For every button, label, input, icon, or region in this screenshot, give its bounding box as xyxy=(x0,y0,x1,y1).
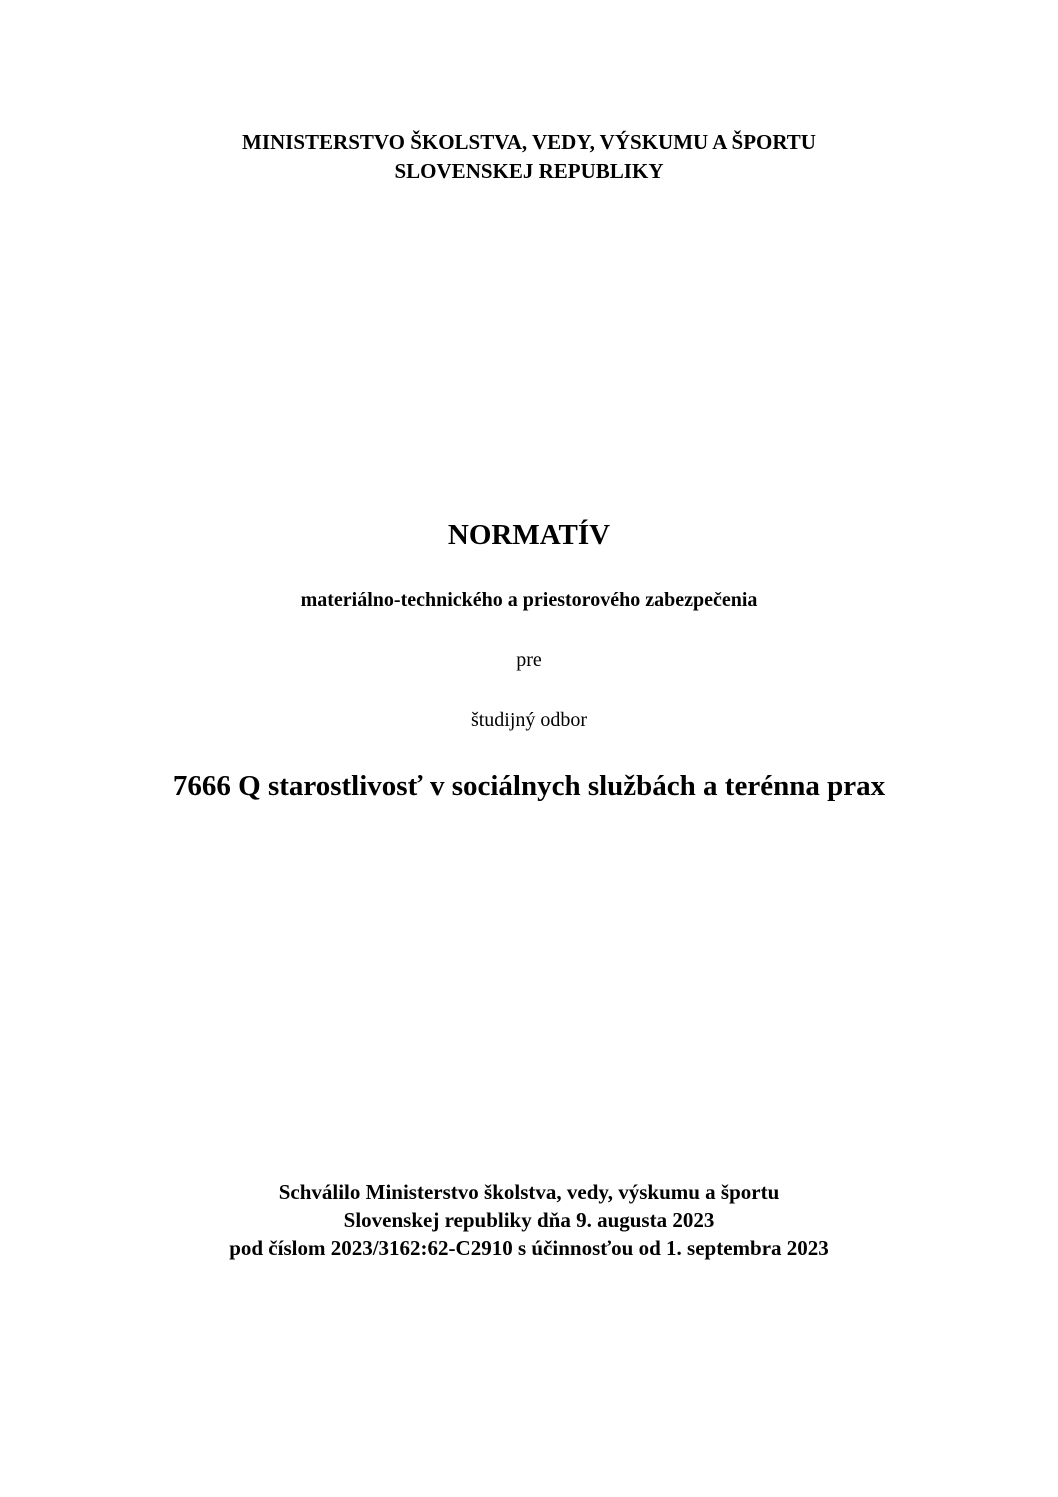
approval-line3: pod číslom 2023/3162:62-C2910 s účinnosťou od 1. septembra 2023 xyxy=(229,1236,829,1260)
study-field-label: študijný odbor xyxy=(470,709,588,731)
ministry-header xyxy=(0,128,1058,186)
document-title: NORMATÍV xyxy=(447,519,611,551)
document-subtitle: materiálno-technického a priestorového zabezpečenia xyxy=(300,589,758,611)
ministry-name-line2: SLOVENSKEJ REPUBLIKY xyxy=(394,159,664,183)
approval-line1: Schválilo Ministerstvo školstva, vedy, výskumu a športu xyxy=(278,1180,780,1204)
approval-line2: Slovenskej republiky dňa 9. augusta 2023 xyxy=(343,1208,715,1232)
study-field-name: 7666 Q starostlivosť v sociálnych službách a terénna prax xyxy=(172,770,886,802)
approval-statement xyxy=(0,1178,1058,1262)
ministry-name-line1: MINISTERSTVO ŠKOLSTVA, VEDY, VÝSKUMU A ŠPORTU xyxy=(242,130,816,154)
preposition-text: pre xyxy=(516,649,542,671)
